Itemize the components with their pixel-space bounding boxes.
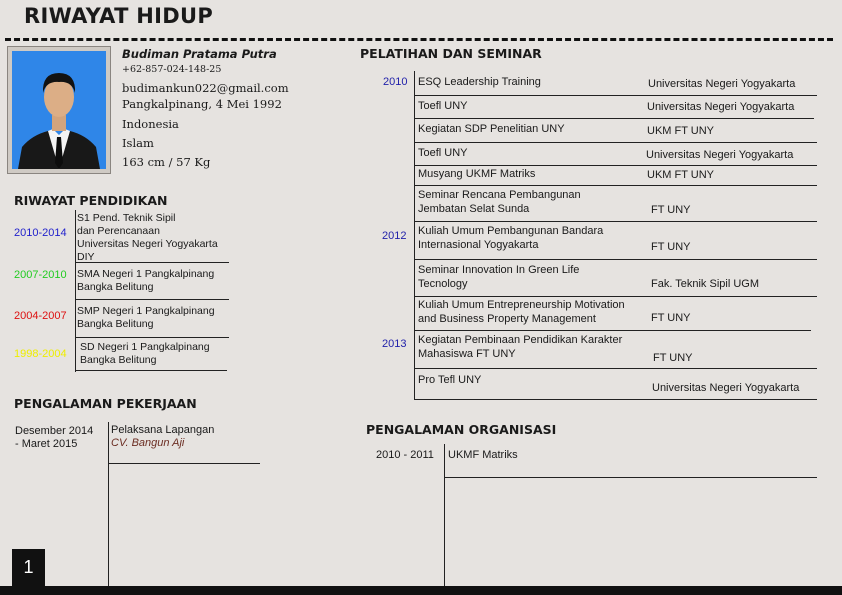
training-year: 2013 bbox=[382, 338, 407, 350]
footer-bar bbox=[0, 586, 842, 595]
row-divider bbox=[414, 118, 814, 119]
training-org: Universitas Negeri Yogyakarta bbox=[648, 78, 796, 90]
person-photo-icon bbox=[12, 51, 106, 169]
row-divider bbox=[414, 368, 817, 369]
education-years: 2007-2010 bbox=[14, 269, 67, 281]
training-org: Fak. Teknik Sipil UGM bbox=[651, 278, 759, 290]
organization-period: 2010 - 2011 bbox=[376, 449, 434, 461]
row-divider bbox=[414, 221, 817, 222]
training-title-cont: Mahasiswa FT UNY bbox=[418, 348, 516, 360]
training-title: Pro Tefl UNY bbox=[418, 374, 482, 386]
education-years: 1998-2004 bbox=[14, 348, 67, 360]
row-divider bbox=[75, 299, 229, 300]
profile-phone: +62-857-024-148-25 bbox=[122, 64, 222, 75]
training-org: Universitas Negeri Yogyakarta bbox=[646, 149, 794, 161]
training-title: Kegiatan Pembinaan Pendidikan Karakter bbox=[418, 334, 623, 346]
training-title: Toefl UNY bbox=[418, 147, 468, 159]
row-divider bbox=[75, 262, 229, 263]
education-years: 2010-2014 bbox=[14, 227, 67, 239]
row-divider bbox=[108, 463, 260, 464]
profile-name: Budiman Pratama Putra bbox=[122, 47, 277, 61]
work-company: CV. Bangun Aji bbox=[111, 437, 185, 449]
work-heading: PENGALAMAN PEKERJAAN bbox=[14, 396, 197, 411]
training-title-cont: Tecnology bbox=[418, 278, 468, 290]
training-title: Kuliah Umum Entrepreneurship Motivation bbox=[418, 299, 625, 311]
education-vline bbox=[75, 210, 76, 372]
training-year: 2012 bbox=[382, 230, 407, 242]
profile-religion: Islam bbox=[122, 136, 154, 150]
training-org: UKM FT UNY bbox=[647, 169, 715, 181]
training-vline bbox=[414, 71, 415, 399]
row-divider bbox=[414, 95, 817, 96]
row-divider bbox=[414, 142, 817, 143]
education-entry bbox=[80, 341, 210, 367]
training-org: FT UNY bbox=[653, 352, 693, 364]
education-entry bbox=[77, 268, 214, 294]
profile-body: 163 cm / 57 Kg bbox=[122, 155, 211, 169]
education-years: 2004-2007 bbox=[14, 310, 67, 322]
training-title-cont: Internasional Yogyakarta bbox=[418, 239, 539, 251]
education-line: Universitas Negeri Yogyakarta bbox=[77, 238, 218, 250]
education-line: SMA Negeri 1 Pangkalpinang bbox=[77, 268, 215, 280]
work-period-end: - Maret 2015 bbox=[15, 438, 78, 450]
training-title: ESQ Leadership Training bbox=[418, 76, 541, 88]
education-line: Bangka Belitung bbox=[77, 281, 154, 293]
training-title-cont: and Business Property Management bbox=[418, 313, 596, 325]
training-org: UKM FT UNY bbox=[647, 125, 715, 137]
organization-heading: PENGALAMAN ORGANISASI bbox=[366, 422, 557, 437]
row-divider bbox=[414, 330, 811, 331]
row-divider bbox=[414, 165, 817, 166]
dashed-divider bbox=[5, 38, 833, 41]
education-line: S1 Pend. Teknik Sipil bbox=[77, 212, 176, 224]
profile-country: Indonesia bbox=[122, 117, 179, 131]
organization-name: UKMF Matriks bbox=[448, 449, 518, 461]
training-year: 2010 bbox=[383, 76, 408, 88]
row-divider bbox=[414, 296, 817, 297]
page-title: RIWAYAT HIDUP bbox=[24, 4, 214, 28]
education-line: SMP Negeri 1 Pangkalpinang bbox=[77, 305, 215, 317]
training-title: Kuliah Umum Pembangunan Bandara bbox=[418, 225, 604, 237]
page-number: 1 bbox=[12, 549, 45, 586]
education-line: Bangka Belitung bbox=[80, 354, 157, 366]
education-line: DIY bbox=[77, 251, 95, 263]
training-title: Kegiatan SDP Penelitian UNY bbox=[418, 123, 565, 135]
education-line: SD Negeri 1 Pangkalpinang bbox=[80, 341, 210, 353]
profile-birth: Pangkalpinang, 4 Mei 1992 bbox=[122, 97, 282, 111]
training-heading: PELATIHAN DAN SEMINAR bbox=[360, 46, 542, 61]
training-org: FT UNY bbox=[651, 204, 691, 216]
work-role: Pelaksana Lapangan bbox=[111, 424, 215, 436]
training-org: FT UNY bbox=[651, 241, 691, 253]
training-title-cont: Jembatan Selat Sunda bbox=[418, 203, 530, 215]
education-heading: RIWAYAT PENDIDIKAN bbox=[14, 193, 168, 208]
training-title: Toefl UNY bbox=[418, 100, 468, 112]
row-divider bbox=[414, 399, 817, 400]
organization-vline bbox=[444, 444, 445, 588]
row-divider bbox=[75, 370, 227, 371]
education-line: dan Perencanaan bbox=[77, 225, 160, 237]
work-period: Desember 2014 bbox=[15, 425, 94, 437]
education-entry bbox=[77, 212, 218, 264]
row-divider bbox=[444, 477, 817, 478]
education-entry bbox=[77, 305, 215, 331]
training-org: Universitas Negeri Yogyakarta bbox=[647, 101, 795, 113]
profile-photo bbox=[7, 46, 111, 174]
training-org: FT UNY bbox=[651, 312, 691, 324]
row-divider bbox=[414, 259, 817, 260]
education-line: Bangka Belitung bbox=[77, 318, 154, 330]
training-title: Musyang UKMF Matriks bbox=[418, 168, 536, 180]
work-vline bbox=[108, 422, 109, 588]
training-title: Seminar Innovation In Green Life bbox=[418, 264, 580, 276]
row-divider bbox=[75, 337, 229, 338]
training-org: Universitas Negeri Yogyakarta bbox=[652, 382, 800, 394]
training-title: Seminar Rencana Pembangunan bbox=[418, 189, 581, 201]
row-divider bbox=[414, 185, 817, 186]
profile-email: budimankun022@gmail.com bbox=[122, 81, 289, 95]
